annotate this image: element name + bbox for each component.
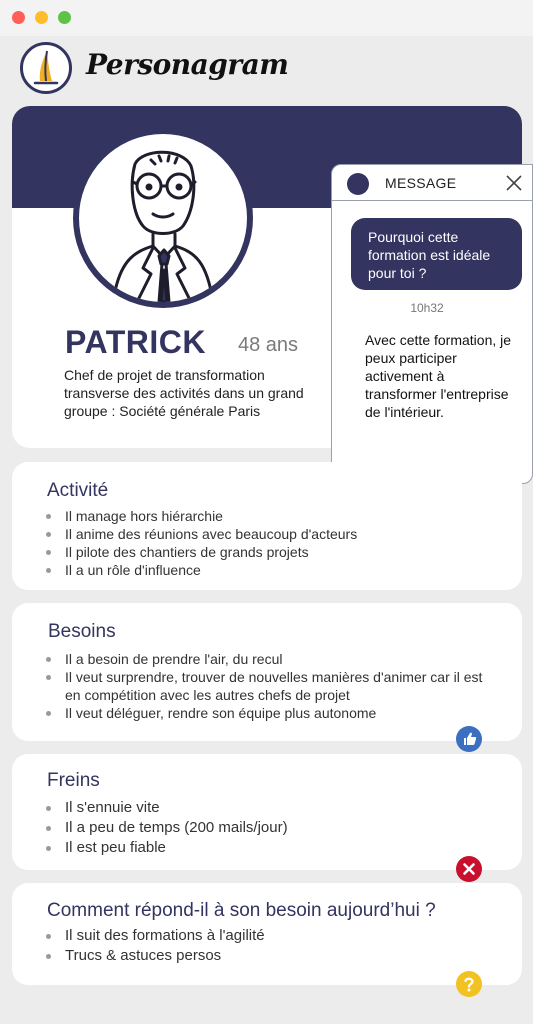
question-bubble: Pourquoi cette formation est idéale pour toi ? [351, 218, 522, 290]
message-header [332, 165, 532, 201]
activity-list [45, 507, 357, 579]
list-item: Il suit des formations à l'agilité [45, 926, 265, 946]
section-title: Activité [47, 480, 109, 501]
avatar [73, 128, 253, 308]
list-item: Il anime des réunions avec beaucoup d'acteurs [45, 525, 357, 543]
list-item: Il a peu de temps (200 mails/jour) [45, 818, 288, 838]
obstacles-list [45, 798, 288, 858]
minimize-window-button[interactable] [35, 11, 48, 24]
persona-name: PATRICK [65, 324, 206, 360]
sailboat-logo-icon [20, 42, 72, 94]
list-item: Il a besoin de prendre l'air, du recul [45, 650, 495, 668]
message-title: MESSAGE [385, 175, 457, 191]
current-solution-list [45, 926, 265, 966]
section-title: Comment répond-il à son besoin aujourd’hui ? [47, 900, 436, 921]
question-mark-icon [456, 971, 482, 997]
message-panel [331, 164, 533, 484]
cross-icon [456, 856, 482, 882]
persona-age: 48 ans [238, 334, 299, 356]
close-window-button[interactable] [12, 11, 25, 24]
maximize-window-button[interactable] [58, 11, 71, 24]
activity-card [12, 462, 522, 590]
reply-text: Avec cette formation, je peux participer activement à transformer l'entreprise de l'intérieur. [365, 332, 512, 420]
message-timestamp: 10h32 [410, 301, 444, 315]
close-icon[interactable] [504, 173, 524, 193]
list-item: Il manage hors hiérarchie [45, 507, 357, 525]
section-title: Freins [47, 770, 100, 791]
window-titlebar [0, 0, 533, 36]
needs-card [12, 603, 522, 741]
needs-list [45, 650, 495, 722]
list-item: Il s'ennuie vite [45, 798, 288, 818]
list-item: Trucs & astuces persos [45, 946, 265, 966]
persona-description: Chef de projet de transformation transverse des activités dans un grand groupe : Société générale Paris [64, 367, 304, 419]
current-solution-card [12, 883, 522, 985]
list-item: Il pilote des chantiers de grands projets [45, 543, 357, 561]
list-item: Il veut surprendre, trouver de nouvelles manières d'animer car il est en compétition avec les autres chefs de projet [45, 668, 495, 704]
obstacles-card [12, 754, 522, 870]
brand-name: Personagram [86, 48, 289, 81]
section-title: Besoins [48, 621, 116, 642]
list-item: Il est peu fiable [45, 838, 288, 858]
thumbs-up-icon [456, 726, 482, 752]
contact-avatar-icon [347, 173, 369, 195]
list-item: Il a un rôle d'influence [45, 561, 357, 579]
list-item: Il veut déléguer, rendre son équipe plus autonome [45, 704, 495, 722]
